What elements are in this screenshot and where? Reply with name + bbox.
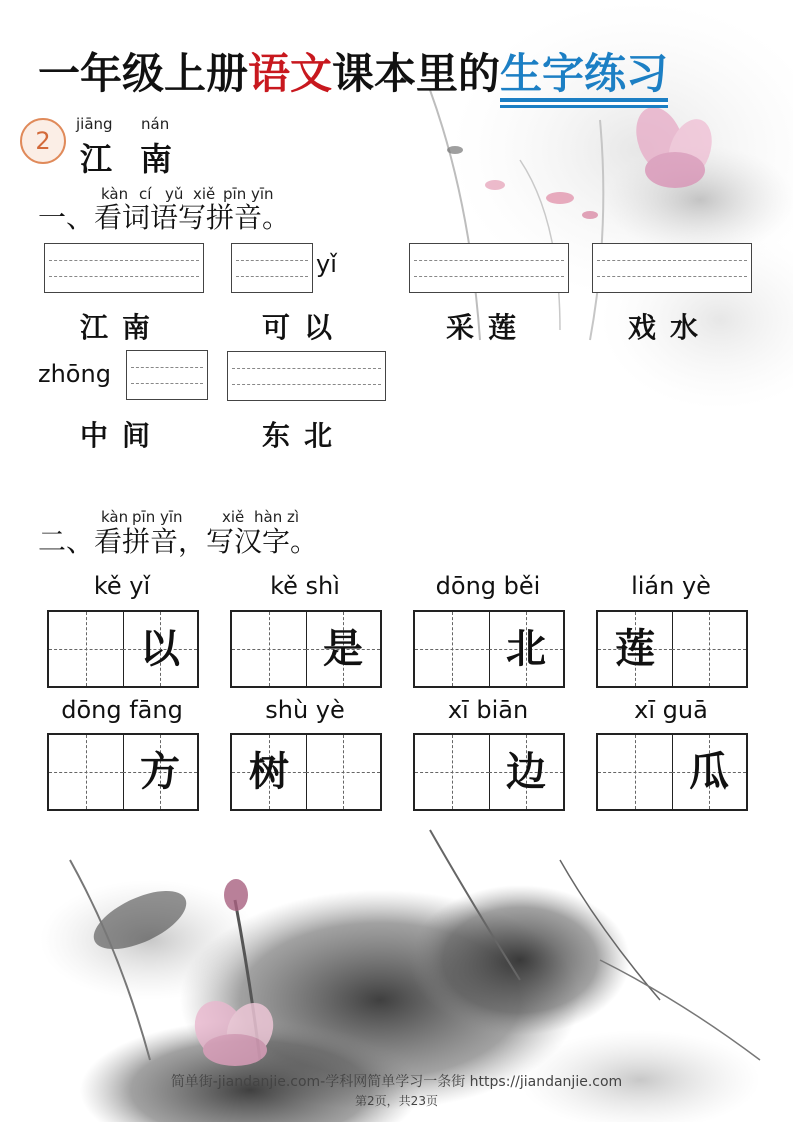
write-cell[interactable] [489,735,563,809]
write-cell[interactable] [123,612,197,686]
write-cell[interactable] [415,612,490,686]
tianzige-grid [413,610,565,688]
word-label: 可以 [262,311,347,344]
lesson-number-badge: 2 [20,118,66,164]
section2-heading: 二、看拼音，写汉字。 [38,525,319,558]
write-cell[interactable] [49,612,124,686]
write-cell[interactable] [49,735,124,809]
word-label: 戏水 [628,311,713,344]
word-pinyin: kě yǐ [93,572,151,600]
heading-pinyin: pīn [223,185,247,203]
given-hanzi: 以 [140,625,180,672]
write-cell[interactable] [672,612,746,686]
tianzige-grid [230,733,382,811]
heading-pinyin: xiě [193,185,216,203]
word-label: 江南 [80,311,165,344]
heading-pinyin: yīn [251,185,274,203]
word-pinyin: dōng běi [435,572,541,600]
given-pinyin: yǐ [316,250,337,278]
word-pinyin: xī biān [447,696,529,724]
given-hanzi: 北 [506,625,546,672]
heading-pinyin: kàn [101,508,129,526]
lesson-char-pinyin: nán [141,115,170,133]
heading-pinyin: zì [287,508,300,526]
title-part4: 生字练习 [500,49,668,102]
title-part3: 课本里的 [332,49,501,98]
write-cell[interactable] [489,612,563,686]
title-part2: 语文 [248,49,333,98]
given-hanzi: 方 [140,748,180,795]
title-part1: 一年级上册 [38,49,249,98]
section1-heading: 一、看词语写拼音。 [38,201,291,234]
footer-watermark: 简单街-jiandanjie.com-学科网简单学习一条街 https://jiandanjie.com [170,1074,623,1090]
given-hanzi: 瓜 [689,748,729,795]
write-cell[interactable] [672,735,746,809]
heading-pinyin: hàn [254,508,283,526]
given-hanzi: 莲 [615,625,655,672]
write-cell[interactable] [123,735,197,809]
word-pinyin: dōng fāng [61,696,183,724]
word-label: 东北 [262,419,347,452]
heading-pinyin: yǔ [165,185,184,203]
heading-pinyin: xiě [222,508,245,526]
pinyin-answer-box[interactable] [592,243,752,293]
heading-pinyin: yīn [160,508,183,526]
page-number: 第2页，共23页 [355,1094,438,1108]
word-pinyin: lián yè [631,572,711,600]
write-cell[interactable] [598,612,673,686]
word-label: 中间 [80,419,165,452]
pinyin-answer-box[interactable] [44,243,204,293]
tianzige-grid [596,733,748,811]
write-cell[interactable] [598,735,673,809]
heading-pinyin: kàn [101,185,129,203]
heading-pinyin: cí [139,185,152,203]
word-pinyin: shù yè [265,696,345,724]
write-cell[interactable] [306,612,380,686]
word-pinyin: kě shì [270,572,340,600]
heading-pinyin: pīn [132,508,156,526]
given-pinyin: zhōng [38,360,111,388]
given-hanzi: 树 [249,748,289,795]
tianzige-grid [47,610,199,688]
pinyin-answer-box[interactable] [126,350,208,400]
tianzige-grid [413,733,565,811]
write-cell[interactable] [232,612,307,686]
lesson-char: 南 [140,140,173,178]
page-title [38,42,668,106]
write-cell[interactable] [306,735,380,809]
given-hanzi: 边 [506,748,546,795]
lesson-char-pinyin: jiāng [76,115,113,133]
word-pinyin: xī guā [634,696,708,724]
pinyin-answer-box[interactable] [227,351,386,401]
write-cell[interactable] [415,735,490,809]
tianzige-grid [596,610,748,688]
tianzige-grid [230,610,382,688]
given-hanzi: 是 [323,625,363,672]
pinyin-answer-box[interactable] [231,243,313,293]
lesson-char: 江 [80,140,113,178]
word-label: 采莲 [446,311,531,344]
tianzige-grid [47,733,199,811]
write-cell[interactable] [232,735,307,809]
pinyin-answer-box[interactable] [409,243,569,293]
